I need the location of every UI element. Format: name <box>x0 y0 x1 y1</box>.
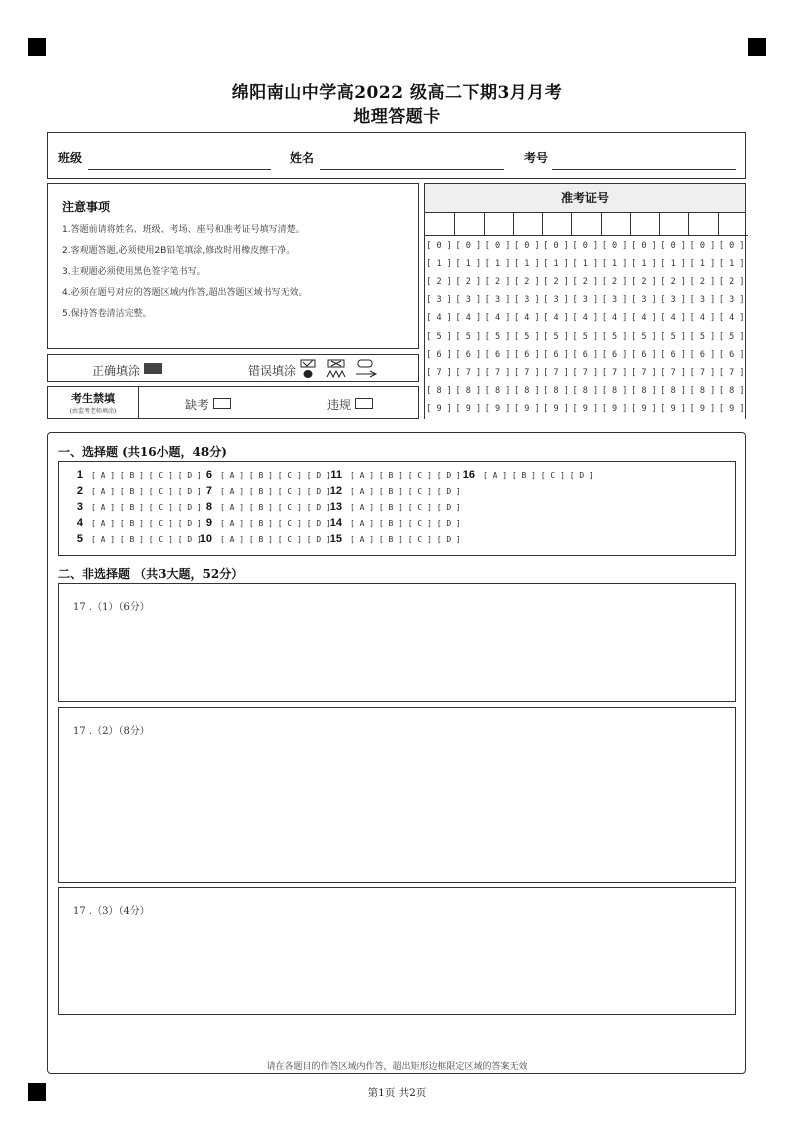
admission-bubble[interactable]: [ 3 ] <box>514 295 540 306</box>
answer-options[interactable]: [ A ] [ B ] [ C ] [ D ] <box>350 471 461 480</box>
admission-bubble[interactable]: [ 4 ] <box>484 313 511 324</box>
admission-bubble[interactable]: [ 8 ] <box>426 385 452 396</box>
answer-options[interactable]: [ A ] [ B ] [ C ] [ D ] <box>220 535 331 544</box>
question-number: 5 <box>76 533 83 545</box>
admission-digit-input[interactable] <box>484 212 514 236</box>
admission-title: 准考证号 <box>425 184 745 213</box>
admission-bubble[interactable]: [ 0 ] <box>455 241 482 251</box>
admission-bubble[interactable]: [ 2 ] <box>689 277 716 288</box>
admission-bubble[interactable]: [ 5 ] <box>543 331 569 342</box>
admission-bubble[interactable]: [ 1 ] <box>543 259 569 270</box>
admission-digit-input[interactable] <box>425 212 455 236</box>
admission-bubble[interactable]: [ 6 ] <box>572 349 599 360</box>
answer-label: 17 .（1）（6分） <box>73 602 150 613</box>
admission-bubble[interactable]: [ 9 ] <box>660 403 686 414</box>
admission-bubble[interactable]: [ 7 ] <box>601 367 628 378</box>
fill-example-box <box>47 354 419 382</box>
admission-bubble[interactable]: [ 8 ] <box>572 385 599 396</box>
admission-bubble[interactable]: [ 0 ] <box>601 241 628 251</box>
page-number: 第1页 共2页 <box>367 1087 427 1099</box>
admission-bubble[interactable]: [ 2 ] <box>718 277 745 288</box>
admission-bubble[interactable]: [ 2 ] <box>660 277 686 288</box>
admission-bubble[interactable]: [ 4 ] <box>543 313 569 324</box>
proctor-title: 考生禁填 <box>71 392 115 405</box>
admission-bubble[interactable]: [ 1 ] <box>572 259 599 270</box>
admission-bubble[interactable]: [ 8 ] <box>455 385 482 396</box>
answer-options[interactable]: [ A ] [ B ] [ C ] [ D ] <box>350 535 461 544</box>
admission-bubble[interactable]: [ 2 ] <box>514 277 540 288</box>
page-title: 绵阳南山中学高2022 级高二下期3月月考 <box>231 83 563 103</box>
answer-options[interactable]: [ A ] [ B ] [ C ] [ D ] <box>91 535 202 544</box>
section1-title: 一、选择题 (共16小题，48分) <box>58 445 227 459</box>
admission-bubble[interactable]: [ 9 ] <box>543 403 569 414</box>
admission-bubble[interactable]: [ 8 ] <box>543 385 569 396</box>
answer-options[interactable]: [ A ] [ B ] [ C ] [ D ] <box>483 471 594 480</box>
admission-bubble[interactable]: [ 5 ] <box>514 331 540 342</box>
admission-bubble[interactable]: [ 3 ] <box>455 295 482 306</box>
admission-bubble[interactable]: [ 3 ] <box>601 295 628 306</box>
admission-bubble[interactable]: [ 6 ] <box>426 349 452 360</box>
question-number: 14 <box>329 517 342 529</box>
notice-list <box>62 220 307 325</box>
admission-bubble[interactable]: [ 2 ] <box>601 277 628 288</box>
notice-title: 注意事项 <box>62 200 111 214</box>
admission-bubble[interactable]: [ 1 ] <box>631 259 657 270</box>
correct-fill-label: 正确填涂 <box>92 364 141 378</box>
admission-bubble[interactable]: [ 5 ] <box>660 331 686 342</box>
admission-bubble[interactable]: [ 2 ] <box>484 277 511 288</box>
proctor-subtitle: (由监考老师填涂) <box>69 408 117 415</box>
admission-bubble[interactable]: [ 2 ] <box>426 277 452 288</box>
admission-bubble[interactable]: [ 7 ] <box>455 367 482 378</box>
question-number: 9 <box>205 517 212 529</box>
admission-bubble[interactable]: [ 5 ] <box>426 331 452 342</box>
admission-bubble[interactable]: [ 7 ] <box>514 367 540 378</box>
admission-bubble[interactable]: [ 8 ] <box>514 385 540 396</box>
admission-bubble[interactable]: [ 7 ] <box>543 367 569 378</box>
admission-bubble[interactable]: [ 4 ] <box>631 313 657 324</box>
question-number: 13 <box>329 501 342 513</box>
question-number: 2 <box>76 485 83 497</box>
notice-item: 5.保持答卷清洁完整。 <box>62 309 152 319</box>
admission-bubble[interactable]: [ 9 ] <box>718 403 745 414</box>
admission-bubble[interactable]: [ 5 ] <box>601 331 628 342</box>
answer-area-17-2[interactable] <box>58 707 736 883</box>
absent-checkbox[interactable] <box>213 398 231 409</box>
admission-bubble[interactable]: [ 0 ] <box>514 241 540 251</box>
admission-bubble[interactable]: [ 9 ] <box>426 403 452 414</box>
admission-bubble[interactable]: [ 0 ] <box>484 241 511 251</box>
answer-options[interactable]: [ A ] [ B ] [ C ] [ D ] <box>220 519 331 528</box>
question-number: 8 <box>205 501 212 513</box>
admission-digit-input[interactable] <box>454 212 484 236</box>
admission-bubble[interactable]: [ 2 ] <box>455 277 482 288</box>
answer-options[interactable]: [ A ] [ B ] [ C ] [ D ] <box>350 487 461 496</box>
admission-digit-input[interactable] <box>718 212 748 236</box>
admission-bubble[interactable]: [ 6 ] <box>689 349 716 360</box>
admission-bubble[interactable]: [ 4 ] <box>689 313 716 324</box>
exam-no-field[interactable] <box>552 169 736 170</box>
notice-item: 1.答题前请将姓名、班级、考场、座号和准考证号填写清楚。 <box>62 225 305 235</box>
admission-bubble[interactable]: [ 3 ] <box>718 295 745 306</box>
admission-bubble[interactable]: [ 5 ] <box>718 331 745 342</box>
wrong-fill-label: 错误填涂 <box>248 364 297 378</box>
admission-bubble[interactable]: [ 6 ] <box>543 349 569 360</box>
class-field[interactable] <box>88 169 271 170</box>
page-subtitle: 地理答题卡 <box>353 107 441 127</box>
admission-bubble[interactable]: [ 4 ] <box>572 313 599 324</box>
question-number: 1 <box>76 469 83 481</box>
admission-bubble[interactable]: [ 3 ] <box>426 295 452 306</box>
admission-bubble[interactable]: [ 1 ] <box>689 259 716 270</box>
admission-bubble[interactable]: [ 4 ] <box>660 313 686 324</box>
question-number: 16 <box>462 469 475 481</box>
footer-note: 请在各题目的作答区域内作答，超出矩形边框限定区域的答案无效 <box>266 1062 528 1072</box>
admission-digit-input[interactable] <box>542 212 572 236</box>
answer-label: 17 .（3）（4分） <box>73 906 150 917</box>
admission-bubble[interactable]: [ 0 ] <box>572 241 599 251</box>
admission-bubble[interactable]: [ 9 ] <box>572 403 599 414</box>
exam-no-label: 考号 <box>524 151 549 165</box>
admission-number-box <box>424 183 746 419</box>
admission-bubble[interactable]: [ 4 ] <box>514 313 540 324</box>
admission-digit-input[interactable] <box>571 212 601 236</box>
admission-bubble[interactable]: [ 4 ] <box>601 313 628 324</box>
admission-digit-input[interactable] <box>630 212 660 236</box>
question-number: 3 <box>76 501 83 513</box>
answer-options[interactable]: [ A ] [ B ] [ C ] [ D ] <box>220 487 331 496</box>
question-number: 12 <box>329 485 342 497</box>
name-field[interactable] <box>320 169 504 170</box>
proctor-box <box>47 386 419 419</box>
admission-digit-input[interactable] <box>659 212 689 236</box>
admission-bubble[interactable]: [ 8 ] <box>689 385 716 396</box>
admission-bubble[interactable]: [ 1 ] <box>484 259 511 270</box>
proctor-title-cell <box>48 387 139 418</box>
admission-bubble[interactable]: [ 7 ] <box>660 367 686 378</box>
admission-bubble[interactable]: [ 5 ] <box>572 331 599 342</box>
admission-digit-input[interactable] <box>601 212 631 236</box>
admission-bubble[interactable]: [ 0 ] <box>718 241 745 251</box>
admission-bubble[interactable]: [ 7 ] <box>484 367 511 378</box>
admission-bubble[interactable]: [ 0 ] <box>543 241 569 251</box>
admission-bubble[interactable]: [ 5 ] <box>631 331 657 342</box>
admission-bubble[interactable]: [ 8 ] <box>484 385 511 396</box>
admission-bubble[interactable]: [ 5 ] <box>484 331 511 342</box>
answer-options[interactable]: [ A ] [ B ] [ C ] [ D ] <box>220 503 331 512</box>
answer-options[interactable]: [ A ] [ B ] [ C ] [ D ] <box>91 471 202 480</box>
admission-bubble[interactable]: [ 6 ] <box>718 349 745 360</box>
admission-bubble[interactable]: [ 2 ] <box>572 277 599 288</box>
admission-bubble[interactable]: [ 7 ] <box>572 367 599 378</box>
admission-bubble[interactable]: [ 9 ] <box>601 403 628 414</box>
admission-bubble[interactable]: [ 3 ] <box>543 295 569 306</box>
corner-mark-top-right <box>748 38 766 56</box>
admission-bubble[interactable]: [ 9 ] <box>689 403 716 414</box>
admission-bubble[interactable]: [ 9 ] <box>484 403 511 414</box>
admission-bubble[interactable]: [ 3 ] <box>660 295 686 306</box>
notice-item: 4.必须在题号对应的答题区域内作答,超出答题区域书写无效。 <box>62 288 308 298</box>
answer-options[interactable]: [ A ] [ B ] [ C ] [ D ] <box>91 519 202 528</box>
admission-bubble[interactable]: [ 9 ] <box>631 403 657 414</box>
admission-bubble[interactable]: [ 1 ] <box>514 259 540 270</box>
admission-bubble[interactable]: [ 1 ] <box>455 259 482 270</box>
answer-options[interactable]: [ A ] [ B ] [ C ] [ D ] <box>220 471 331 480</box>
admission-bubble[interactable]: [ 5 ] <box>455 331 482 342</box>
admission-bubble[interactable]: [ 3 ] <box>572 295 599 306</box>
admission-bubble[interactable]: [ 8 ] <box>718 385 745 396</box>
question-number: 4 <box>76 517 83 529</box>
admission-bubble[interactable]: [ 0 ] <box>660 241 686 251</box>
answer-options[interactable]: [ A ] [ B ] [ C ] [ D ] <box>91 487 202 496</box>
answer-options[interactable]: [ A ] [ B ] [ C ] [ D ] <box>350 519 461 528</box>
admission-bubble[interactable]: [ 3 ] <box>689 295 716 306</box>
admission-bubble[interactable]: [ 7 ] <box>718 367 745 378</box>
admission-bubble[interactable]: [ 3 ] <box>484 295 511 306</box>
violation-checkbox[interactable] <box>355 398 373 409</box>
admission-bubble[interactable]: [ 5 ] <box>689 331 716 342</box>
correct-fill-swatch <box>144 363 162 374</box>
question-number: 6 <box>205 469 212 481</box>
section2-title: 二、非选择题 （共3大题，52分） <box>58 567 244 581</box>
name-label: 姓名 <box>290 151 315 165</box>
admission-bubble[interactable]: [ 6 ] <box>631 349 657 360</box>
admission-bubble[interactable]: [ 8 ] <box>660 385 686 396</box>
admission-bubble[interactable]: [ 9 ] <box>514 403 540 414</box>
admission-digit-input[interactable] <box>688 212 718 236</box>
admission-bubble[interactable]: [ 0 ] <box>426 241 452 251</box>
admission-bubble[interactable]: [ 4 ] <box>718 313 745 324</box>
admission-bubble[interactable]: [ 2 ] <box>631 277 657 288</box>
violation-label: 违规 <box>327 398 352 412</box>
admission-bubble[interactable]: [ 6 ] <box>455 349 482 360</box>
admission-bubble[interactable]: [ 6 ] <box>514 349 540 360</box>
admission-bubble[interactable]: [ 2 ] <box>543 277 569 288</box>
absent-label: 缺考 <box>185 398 210 412</box>
admission-bubble[interactable]: [ 8 ] <box>631 385 657 396</box>
admission-bubble[interactable]: [ 6 ] <box>601 349 628 360</box>
notice-box <box>47 183 419 349</box>
admission-bubble[interactable]: [ 0 ] <box>689 241 716 251</box>
notice-item: 3.主观题必须使用黑色签字笔书写。 <box>62 267 206 277</box>
answer-options[interactable]: [ A ] [ B ] [ C ] [ D ] <box>350 503 461 512</box>
question-number: 10 <box>199 533 212 545</box>
corner-mark-top-left <box>28 38 46 56</box>
answer-area-17-3[interactable] <box>58 887 736 1015</box>
choice-box <box>58 461 736 556</box>
question-number: 7 <box>205 485 212 497</box>
answer-options[interactable]: [ A ] [ B ] [ C ] [ D ] <box>91 503 202 512</box>
question-number: 11 <box>330 469 342 481</box>
admission-bubble[interactable]: [ 1 ] <box>601 259 628 270</box>
admission-bubble[interactable]: [ 7 ] <box>689 367 716 378</box>
admission-bubble[interactable]: [ 6 ] <box>660 349 686 360</box>
admission-bubble[interactable]: [ 4 ] <box>455 313 482 324</box>
answer-area-17-1[interactable] <box>58 583 736 702</box>
student-info-box <box>47 132 746 179</box>
admission-digit-input[interactable] <box>513 212 543 236</box>
admission-bubble[interactable]: [ 7 ] <box>426 367 452 378</box>
admission-bubble[interactable]: [ 7 ] <box>631 367 657 378</box>
answer-label: 17 .（2）（8分） <box>73 726 150 737</box>
admission-bubble[interactable]: [ 1 ] <box>718 259 745 270</box>
admission-bubble[interactable]: [ 4 ] <box>426 313 452 324</box>
admission-bubble[interactable]: [ 9 ] <box>455 403 482 414</box>
admission-bubble[interactable]: [ 8 ] <box>601 385 628 396</box>
admission-bubble[interactable]: [ 0 ] <box>631 241 657 251</box>
admission-bubble[interactable]: [ 6 ] <box>484 349 511 360</box>
admission-bubble[interactable]: [ 1 ] <box>426 259 452 270</box>
class-label: 班级 <box>58 151 83 165</box>
admission-bubble[interactable]: [ 3 ] <box>631 295 657 306</box>
notice-item: 2.客观题答题,必须使用2B铅笔填涂,修改时用橡皮擦干净。 <box>62 246 296 256</box>
wrong-fill-icons <box>300 358 380 380</box>
admission-bubble[interactable]: [ 1 ] <box>660 259 686 270</box>
question-number: 15 <box>329 533 342 545</box>
